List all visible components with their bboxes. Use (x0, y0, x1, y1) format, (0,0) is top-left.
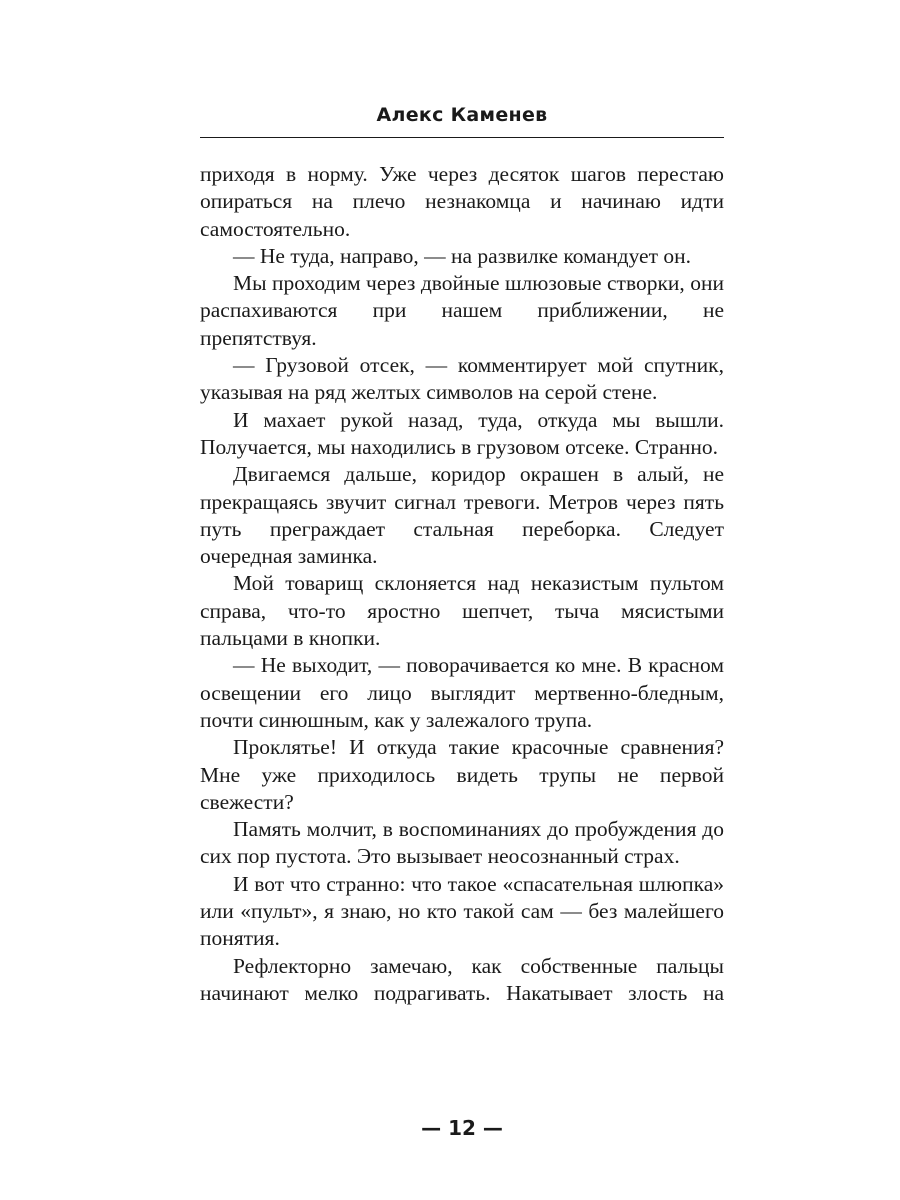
paragraph: Мы проходим через двойные шлюзовые створки, они распахиваются при нашем приближении, не препятствуя. (200, 271, 724, 350)
paragraph: Рефлекторно замечаю, как собственные пальцы начинают мелко подрагивать. Накатывает злость на (200, 953, 724, 1005)
paragraph: — Не туда, направо, — на развилке командует он. (233, 243, 691, 268)
paragraph: И махает рукой назад, туда, откуда мы вышли. Получается, мы находились в грузовом отсеке. Странно. (200, 407, 724, 459)
paragraph: Память молчит, в воспоминаниях до пробуждения до сих пор пустота. Это вызывает неосознанный страх. (200, 817, 724, 869)
paragraph: И вот что странно: что такое «спасательная шлюпка» или «пульт», я знаю, но кто такой сам — без малейшего понятия. (200, 871, 724, 951)
header-rule (200, 137, 724, 138)
page-number: — 12 — (421, 1116, 503, 1140)
paragraph: Мой товарищ склоняется над неказистым пультом справа, что-то яростно шепчет, тыча мясистыми пальцами в кнопки. (200, 571, 724, 651)
paragraph: — Грузовой отсек, — комментирует мой спутник, указывая на ряд желтых символов на серой стене. (200, 353, 724, 405)
paragraph: Двигаемся дальше, коридор окрашен в алый, не прекращаясь звучит сигнал тревоги. Метров через пять путь преграждает стальная переборка. Следует очередная заминка. (200, 462, 724, 569)
paragraph: приходя в норму. Уже через десяток шагов перестаю опираться на плечо незнакомца и начинаю идти самостоятельно. (200, 162, 724, 241)
body-text (200, 161, 724, 1007)
running-head-author: Алекс Каменев (376, 104, 548, 126)
paragraph: Проклятье! И откуда такие красочные сравнения? Мне уже приходилось видеть трупы не первой свежести? (200, 735, 724, 814)
paragraph: — Не выходит, — поворачивается ко мне. В красном освещении его лицо выглядит мертвенно-бледным, почти синюшным, как у залежалого трупа. (200, 653, 724, 732)
